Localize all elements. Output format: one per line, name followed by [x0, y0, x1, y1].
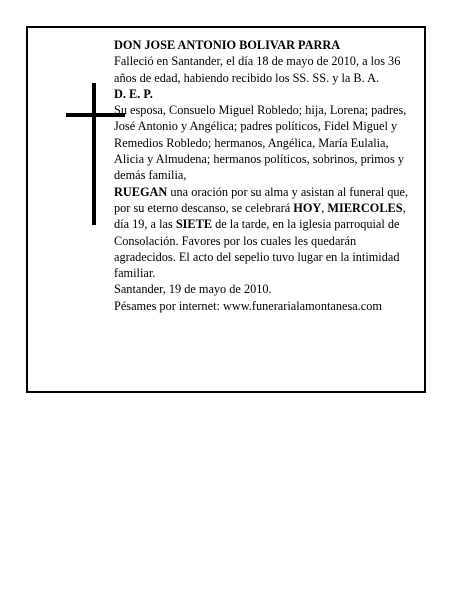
condolences-url: www.funerarialamontanesa.com	[222, 298, 382, 313]
cross-vertical-bar	[92, 83, 96, 225]
family-list: Su esposa, Consuelo Miguel Robledo; hija, Lorena; padres, José Antonio y Angélica; padres políticos, Fidel Miguel y Remedios Robledo; hermanos, Angélica, María Eulalia, Alicia y Almudena; hermanos políticos, sobrinos, primos y demás familia,	[114, 103, 407, 183]
ruegan-word: RUEGAN	[114, 184, 168, 199]
miercoles-word: MIERCOLES	[327, 200, 403, 215]
condolences-label: Pésames por internet:	[114, 298, 223, 313]
deceased-name: DON JOSE ANTONIO BOLIVAR PARRA	[114, 38, 341, 52]
dep-line: D. E. P.	[114, 86, 153, 101]
death-statement: Falleció en Santander, el día 18 de mayo de 2010, a los 36 años de edad, habiendo recibido los SS. SS. y la B. A.	[114, 54, 401, 85]
siete-word: SIETE	[175, 217, 213, 232]
funeral-request	[114, 184, 420, 282]
place-date: Santander, 19 de mayo de 2010.	[114, 282, 272, 297]
request-text-2: ,	[321, 200, 328, 215]
condolences-line	[114, 298, 420, 314]
hoy-word: HOY	[293, 200, 322, 215]
obituary-text	[114, 37, 420, 314]
request-text-4: de la tarde, en la iglesia parroquial de Consolación. Favores por los cuales les quedarán agradecidos. El acto del sepelio tuvo lugar en la intimidad familiar.	[114, 217, 400, 281]
request-text-3: , día 19, a las	[114, 200, 406, 232]
request-text-1: una oración por su alma y asistan al funeral que, por su eterno descanso, se celebrará	[114, 184, 409, 215]
